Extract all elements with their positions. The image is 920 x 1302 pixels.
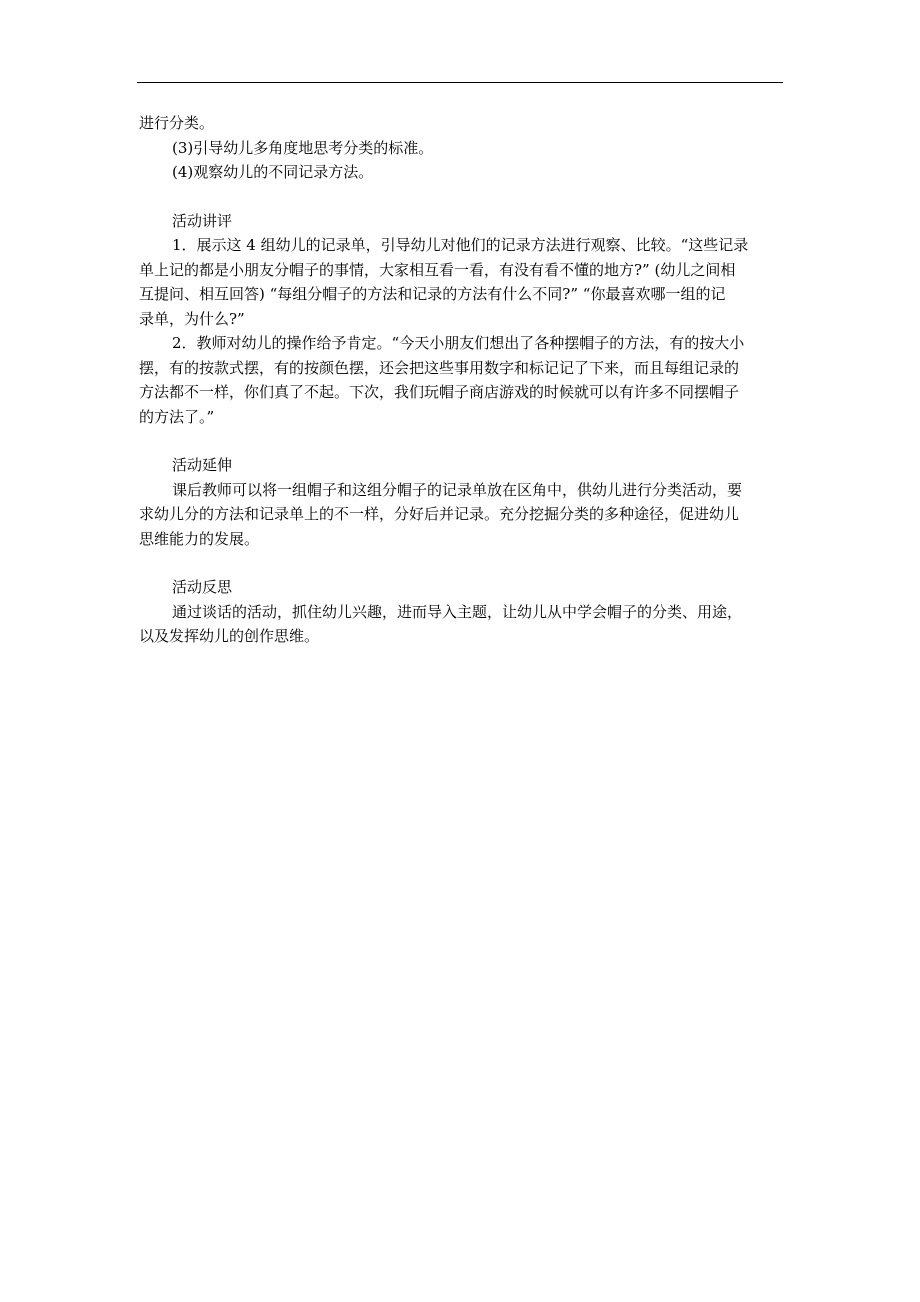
body-line: 的方法了。” <box>139 407 215 426</box>
section-heading-review: 活动讲评 <box>172 211 233 230</box>
body-line: 录单，为什么?” <box>139 309 245 328</box>
body-line: 求幼儿分的方法和记录单上的不一样，分好后并记录。充分挖掘分类的多种途径，促进幼儿 <box>139 505 740 523</box>
body-line: 思维能力的发展。 <box>139 529 260 548</box>
body-line: 单上记的都是小朋友分帽子的事情，大家相互看一看，有没有看不懂的地方?” (幼儿之间相 <box>139 260 736 279</box>
section-gap <box>139 185 803 209</box>
body-line: (4)观察幼儿的不同记录方法。 <box>172 163 374 181</box>
body-line: (3)引导幼儿多角度地思考分类的标准。 <box>172 138 434 157</box>
body-line: 互提问、相互回答) “每组分帽子的方法和记录的方法有什么不同?” “你最喜欢哪一组的记 <box>139 285 726 303</box>
body-line: 课后教师可以将一组帽子和这组分帽子的记录单放在区角中，供幼儿进行分类活动，要 <box>172 480 743 499</box>
body-line: 方法都不一样，你们真了不起。下次，我们玩帽子商店游戏的时候就可以有许多不同摆帽子 <box>139 383 740 401</box>
section-heading-extension: 活动延伸 <box>172 456 233 474</box>
section-gap <box>139 429 803 453</box>
body-line: 1．展示这 4 组幼儿的记录单，引导幼儿对他们的记录方法进行观察、比较。“这些记录 <box>172 236 749 254</box>
body-line: 通过谈话的活动，抓住幼儿兴趣，进而导入主题，让幼儿从中学会帽子的分类、用途， <box>172 602 743 621</box>
body-line: 进行分类。 <box>139 114 215 132</box>
body-line: 摆，有的按款式摆，有的按颜色摆，还会把这些事用数字和标记记了下来，而且每组记录的 <box>139 358 740 377</box>
body-line: 2．教师对幼儿的操作给予肯定。“今天小朋友们想出了各种摆帽子的方法，有的按大小 <box>172 334 745 352</box>
document-body <box>139 111 803 649</box>
body-line: 以及发挥幼儿的创作思维。 <box>139 627 320 645</box>
section-heading-reflection: 活动反思 <box>172 578 233 596</box>
section-gap <box>139 551 803 575</box>
header-rule <box>137 82 783 83</box>
